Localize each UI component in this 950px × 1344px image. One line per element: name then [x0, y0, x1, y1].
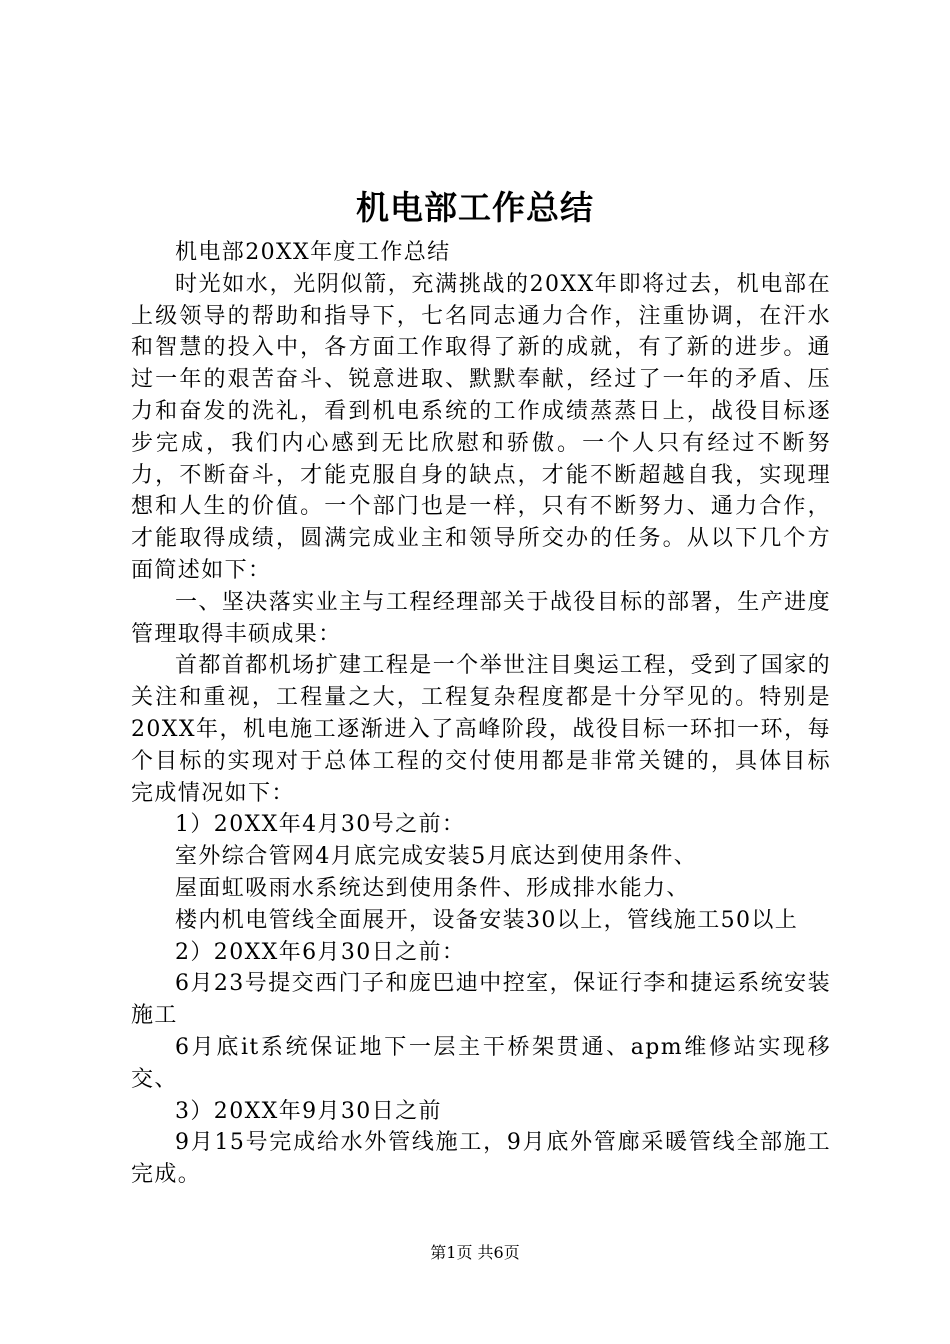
paragraph-milestone-3-item-1: 9月15号完成给水外管线施工，9月底外管廊采暖管线全部施工完成。 [131, 1130, 831, 1188]
paragraph-milestone-2-heading: 2）20XX年6月30日之前： [175, 939, 466, 965]
paragraph-milestone-1-item-3: 楼内机电管线全面展开，设备安装30以上，管线施工50以上 [175, 907, 799, 933]
paragraph-milestone-3-heading: 3）20XX年9月30日之前 [175, 1098, 442, 1124]
paragraph-section-1-heading: 一、坚决落实业主与工程经理部关于战役目标的部署，生产进度管理取得丰硕成果： [131, 589, 831, 647]
paragraph-milestone-1-item-1: 室外综合管网4月底完成安装5月底达到使用条件、 [175, 844, 698, 870]
paragraph-milestone-1-item-2: 屋面虹吸雨水系统达到使用条件、形成排水能力、 [175, 875, 690, 901]
paragraph-milestone-1-heading: 1）20XX年4月30号之前： [175, 812, 466, 838]
paragraph-intro: 时光如水，光阴似箭，充满挑战的20XX年即将过去，机电部在上级领导的帮助和指导下，七名同志通力合作，注重协调，在汗水和智慧的投入中，各方面工作取得了新的成就，有了新的进步。通过一年的艰苦奋斗、锐意进取、默默奉献，经过了一年的矛盾、压力和奋发的洗礼，看到机电系统的工作成绩蒸蒸日上，战役目标逐步完成，我们内心感到无比欣慰和骄傲。一个人只有经过不断努力，不断奋斗，才能克服自身的缺点，才能不断超越自我，实现理想和人生的价值。一个部门也是一样，只有不断努力、通力合作，才能取得成绩，圆满完成业主和领导所交办的任务。从以下几个方面简述如下： [131, 271, 831, 583]
document-title: 机电部工作总结 [356, 188, 594, 227]
paragraph-subtitle: 机电部20XX年度工作总结 [175, 240, 451, 265]
paragraph-section-1-body: 首都首都机场扩建工程是一个举世注目奥运工程，受到了国家的关注和重视，工程量之大，工程复杂程度都是十分罕见的。特别是20XX年，机电施工逐渐进入了高峰阶段，战役目标一环扣一环，每个目标的实现对于总体工程的交付使用都是非常关键的，具体目标完成情况如下： [131, 653, 831, 806]
page-number-footer: 第1页 共6页 [430, 1243, 520, 1262]
paragraph-milestone-2-item-2: 6月底it系统保证地下一层主干桥架贯通、apm维修站实现移交、 [131, 1034, 831, 1092]
document-body [131, 237, 831, 1191]
paragraph-milestone-2-item-1: 6月23号提交西门子和庞巴迪中控室，保证行李和捷运系统安装施工 [131, 971, 831, 1029]
